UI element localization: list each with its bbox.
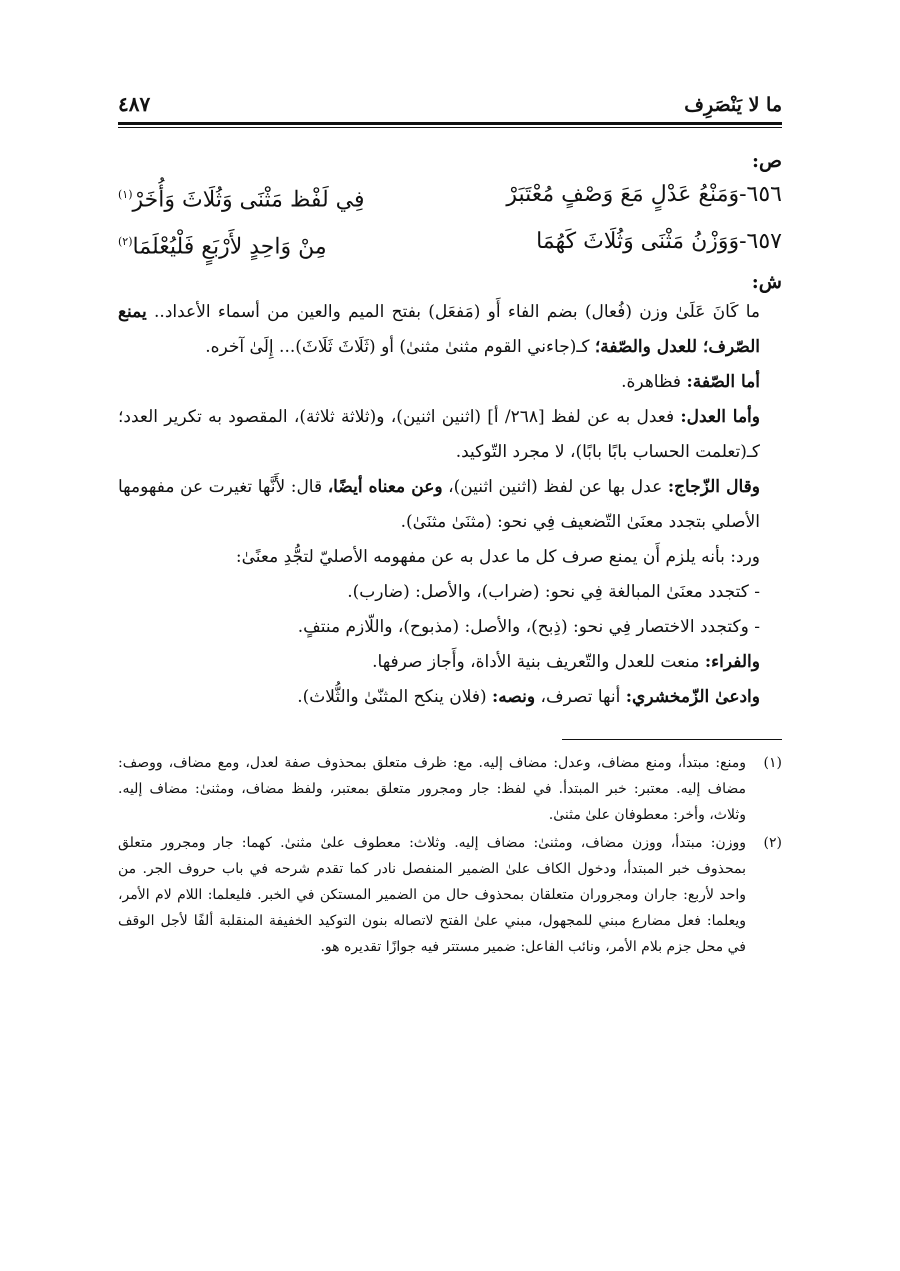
footnote-ref-2: (٢)	[118, 235, 133, 249]
verse-657-number: ٦٥٧-	[739, 229, 782, 255]
verse-656-second-hemistich	[118, 174, 365, 221]
commentary-label: ش:	[751, 270, 782, 293]
commentary-paragraph-6: والفراء: منعت للعدل والتّعريف بنية الأداة، وأَجاز صرفها.	[372, 651, 760, 672]
bullet-item-1: - كتجدد معنَىٰ المبالغة فِي نحو: (ضراب)، والأصل: (ضارب).	[347, 581, 760, 602]
commentary-paragraph-7: وادعىٰ الزّمخشري: أنها تصرف، ونصه: (فلان ينكح المثنّىٰ والثُّلاث).	[297, 686, 760, 707]
verse-657-text-2: مِنْ وَاحِدٍ لأَرْبَعٍ فَلْيُعْلَمَا	[132, 234, 327, 260]
verse-657-first-hemistich	[536, 221, 782, 268]
commentary-paragraph-4: وقال الزّجاج: عدل بها عن لفظ (اثنين اثنين)، وعن معناه أيضًا، قال: لأَنَّها تغيرت عن مفهومها الأصلي بتجدد معنَىٰ التّضعيف فِي نحو: (مثنَىٰ مثنَىٰ).	[118, 476, 760, 532]
footnote-ref-1: (١)	[118, 188, 133, 201]
commentary-paragraph-2: أما الصّفة: فظاهرة.	[621, 371, 760, 392]
page-number: ٤٨٧	[118, 92, 151, 116]
verse-656-text-1: وَمَنْعُ عَدْلٍ مَعَ وَصْفٍ مُعْتَبَرْ	[506, 182, 740, 207]
verse-656-text-2: فِي لَفْظ مَثْنَى وَثُلَاثَ وَأُخَرْ	[132, 187, 365, 213]
footnote-2	[118, 830, 782, 960]
verse-section-label: ص:	[752, 150, 782, 172]
running-title: ما لا يَنْصَرِف	[684, 94, 782, 116]
footnote-2-text: ووزن: مبتدأ، ووزن مضاف، ومثنىٰ: مضاف إليه. وثلاث: معطوف علىٰ مثنىٰ. كهما: جار ومجرور متعلق بمحذوف خبر المبتدأ، ودخول الكاف علىٰ الضمير المنفصل نادر كما تقدم شرحه في باب حروف الجر. من واحد لأربع: جاران ومجروران متعلقان بمحذوف حال من الضمير المستكن في الخبر. فليعلما: اللام لام الأمر، ويعلما: فعل مضارع مبني للمجهول، مبني علىٰ الفتح لاتصاله بنون التوكيد الخفيفة المنقلبة ألفًا لأجل الوقف في محل جزم بلام الأمر، ونائب الفاعل: ضمير مستتر فيه جوازًا تقديره هو.	[118, 834, 746, 955]
verse-657	[118, 221, 782, 268]
verse-656-first-hemistich	[506, 174, 782, 221]
footnote-1-text: ومنع: مبتدأ، ومنع مضاف، وعدل: مضاف إليه. مع: ظرف متعلق بمحذوف صفة لعدل، ومع مضاف، ووصف: مضاف إليه. معتبر: خبر المبتدأ. في لفظ: جار ومجرور متعلق بمعتبر، ولفظ مضاف، ومثنىٰ: مضاف إليه. وثلاث، وأخر: معطوفان علىٰ مثنىٰ.	[118, 754, 746, 823]
page-header	[118, 82, 782, 116]
header-rule-thin	[118, 127, 782, 128]
footnote-1-number: (١)	[763, 754, 782, 771]
verse-656-number: ٦٥٦-	[739, 182, 782, 207]
verse-657-text-1: وَوَزْنُ مَثْنَى وَثُلَاثَ كَهُمَا	[536, 229, 740, 255]
commentary-paragraph-5: ورد: بأنه يلزم أَن يمنع صرف كل ما عدل به عن مفهومه الأصليّ لتجُّدِ معنًىٰ:	[235, 546, 760, 567]
commentary-body	[118, 295, 782, 715]
commentary-paragraph-3: وأما العدل: فعدل به عن لفظ [٢٦٨/ أ] (اثنين اثنين)، و(ثلاثة ثلاثة)، المقصود به تكرير العدد؛ كـ(تعلمت الحساب بابًا بابًا)، لا مجرد التّوكيد.	[118, 406, 760, 462]
header-rule-thick	[118, 122, 782, 125]
footnote-separator	[562, 739, 782, 740]
book-page	[118, 82, 782, 962]
verse-657-second-hemistich	[118, 221, 327, 268]
bullet-item-2: - وكتجدد الاختصار فِي نحو: (ذِبح)، والأصل: (مذبوح)، واللّازم منتفٍ.	[297, 616, 760, 637]
footnote-2-number: (٢)	[763, 834, 782, 851]
footnote-1	[118, 750, 782, 828]
verse-656	[118, 174, 782, 221]
commentary-paragraph-1: ما كَانَ عَلَىٰ وزن (فُعال) بضم الفاء أَو (مَفعَل) بفتح الميم والعين من أسماء الأعداد.. يمنع الصّرف؛ للعدل والصّفة؛ كـ(جاءني القوم مثنىٰ مثنىٰ) أو (ثَلَاثَ ثَلَاثَ)... إِلَىٰ آخره.	[118, 301, 760, 357]
footnotes	[118, 750, 782, 960]
